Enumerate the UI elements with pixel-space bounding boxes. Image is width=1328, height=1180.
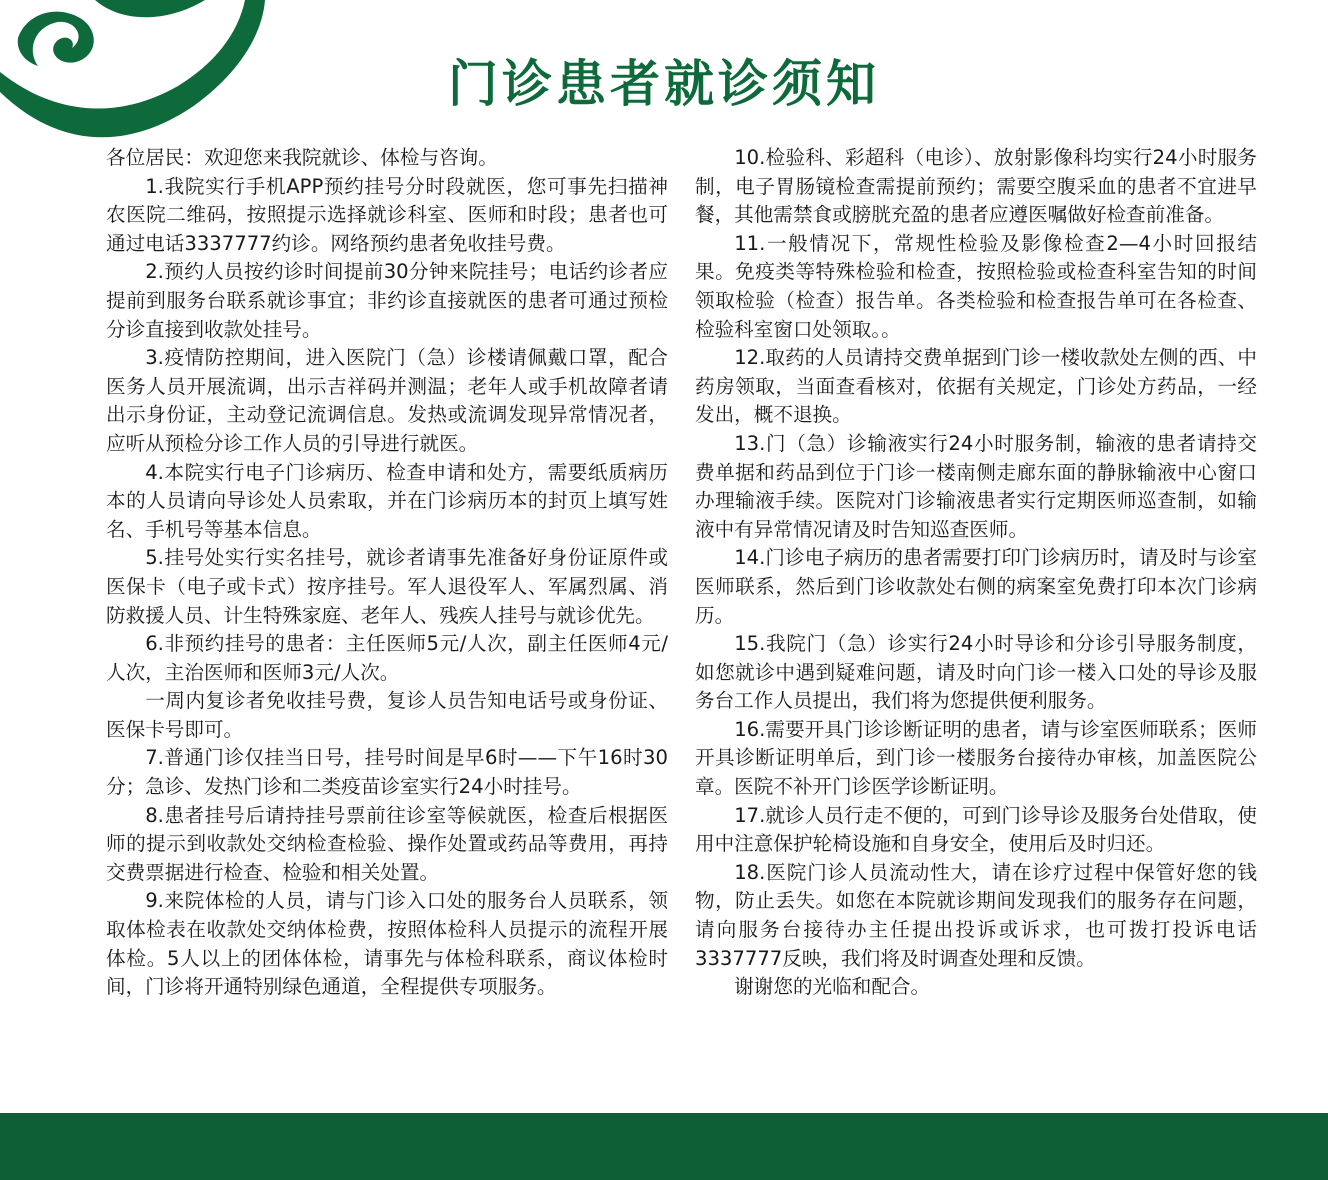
closing-text: 谢谢您的光临和配合。 [734,975,931,999]
notice-item-4: 4.本院实行电子门诊病历、检查申请和处方，需要纸质病历本的人员请向导诊处人员索取，并在门诊病历本的封页上填写姓名、手机号等基本信息。 [106,460,668,541]
notice-item-8: 8.患者挂号后请持挂号票前往诊室等候就医，检查后根据医师的提示到收款处交纳检查检验、操作处置或药品等费用，再持交费票据进行检查、检验和相关处置。 [106,803,668,884]
notice-item-13: 13.门（急）诊输液实行24小时服务制，输液的患者请持交费单据和药品到位于门诊一楼南侧走廊东面的静脉输液中心窗口办理输液手续。医院对门诊输液患者实行定期医师巡查制，如输液中有异常情况请及时告知巡查医师。 [695,431,1257,541]
notice-item-3: 3.疫情防控期间，进入医院门（急）诊楼请佩戴口罩，配合医务人员开展流调，出示吉祥码并测温；老年人或手机故障者请出示身份证，主动登记流调信息。发热或流调发现异常情况者，应听从预检分诊工作人员的引导进行就医。 [106,346,668,455]
footer-band [0,1113,1328,1180]
notice-item-14: 14.门诊电子病历的患者需要打印门诊病历时，请及时与诊室医师联系，然后到门诊收款处右侧的病案室免费打印本次门诊病历。 [695,546,1257,627]
notice-item-12: 12.取药的人员请持交费单据到门诊一楼收款处左侧的西、中药房领取，当面查看核对，依据有关规定，门诊处方药品，一经发出，概不退换。 [695,346,1257,427]
notice-item-6: 6.非预约挂号的患者：主任医师5元/人次，副主任医师4元/人次，主治医师和医师3元/人次。 [106,632,668,684]
notice-item-7: 7.普通门诊仅挂当日号，挂号时间是早6时——下午16时30分；急诊、发热门诊和二类疫苗诊室实行24小时挂号。 [106,746,668,799]
notice-right-column [695,144,1257,1002]
notice-left-column [106,144,668,1002]
notice-item-17: 17.就诊人员行走不便的，可到门诊导诊及服务台处借取，使用中注意保护轮椅设施和自身安全，使用后及时归还。 [695,803,1257,856]
notice-item-5: 5.挂号处实行实名挂号，就诊者请事先准备好身份证原件或医保卡（电子或卡式）按序挂号。军人退役军人、军属烈属、消防救援人员、计生特殊家庭、老年人、残疾人挂号与就诊优先。 [106,546,668,627]
notice-item-2: 2.预约人员按约诊时间提前30分钟来院挂号；电话约诊者应提前到服务台联系就诊事宜；非约诊直接就医的患者可通过预检分诊直接到收款处挂号。 [106,260,668,341]
notice-item-16: 16.需要开具门诊诊断证明的患者，请与诊室医师联系；医师开具诊断证明单后，到门诊一楼服务台接待办审核，加盖医院公章。医院不补开门诊医学诊断证明。 [695,717,1257,799]
page-title: 门诊患者就诊须知 [448,55,880,113]
greeting-text: 各位居民：欢迎您来我院就诊、体检与咨询。 [106,146,498,169]
notice-item-1: 1.我院实行手机APP预约挂号分时段就医，您可事先扫描神农医院二维码，按照提示选择就诊科室、医师和时段；患者也可通过电话3337777约诊。网络预约患者免收挂号费。 [106,174,668,255]
notice-item-6-followup: 一周内复诊者免收挂号费，复诊人员告知电话号或身份证、医保卡号即可。 [106,689,668,741]
notice-item-9: 9.来院体检的人员，请与门诊入口处的服务台人员联系，领取体检表在收款处交纳体检费，按照体检科人员提示的流程开展体检。5人以上的团体体检，请事先与体检科联系，商议体检时间，门诊将开通特别绿色通道，全程提供专项服务。 [106,889,668,999]
notice-item-18: 18.医院门诊人员流动性大，请在诊疗过程中保管好您的钱物，防止丢失。如您在本院就诊期间发现我们的服务存在问题，请向服务台接待办主任提出投诉或诉求，也可拨打投诉电话3337777反映，我们将及时调查处理和反馈。 [695,860,1257,970]
notice-item-10: 10.检验科、彩超科（电诊）、放射影像科均实行24小时服务制，电子胃肠镜检查需提前预约；需要空腹采血的患者不宜进早餐，其他需禁食或膀胱充盈的患者应遵医嘱做好检查前准备。 [695,146,1257,227]
notice-item-11: 11.一般情况下，常规性检验及影像检查2—4小时回报结果。免疫类等特殊检验和检查，按照检验或检查科室告知的时间领取检验（检查）报告单。各类检验和检查报告单可在各检查、检验科室窗口处领取。。 [695,231,1257,341]
notice-item-15: 15.我院门（急）诊实行24小时导诊和分诊引导服务制度，如您就诊中遇到疑难问题，请及时向门诊一楼入口处的导诊及服务台工作人员提出，我们将为您提供便利服务。 [695,632,1257,713]
